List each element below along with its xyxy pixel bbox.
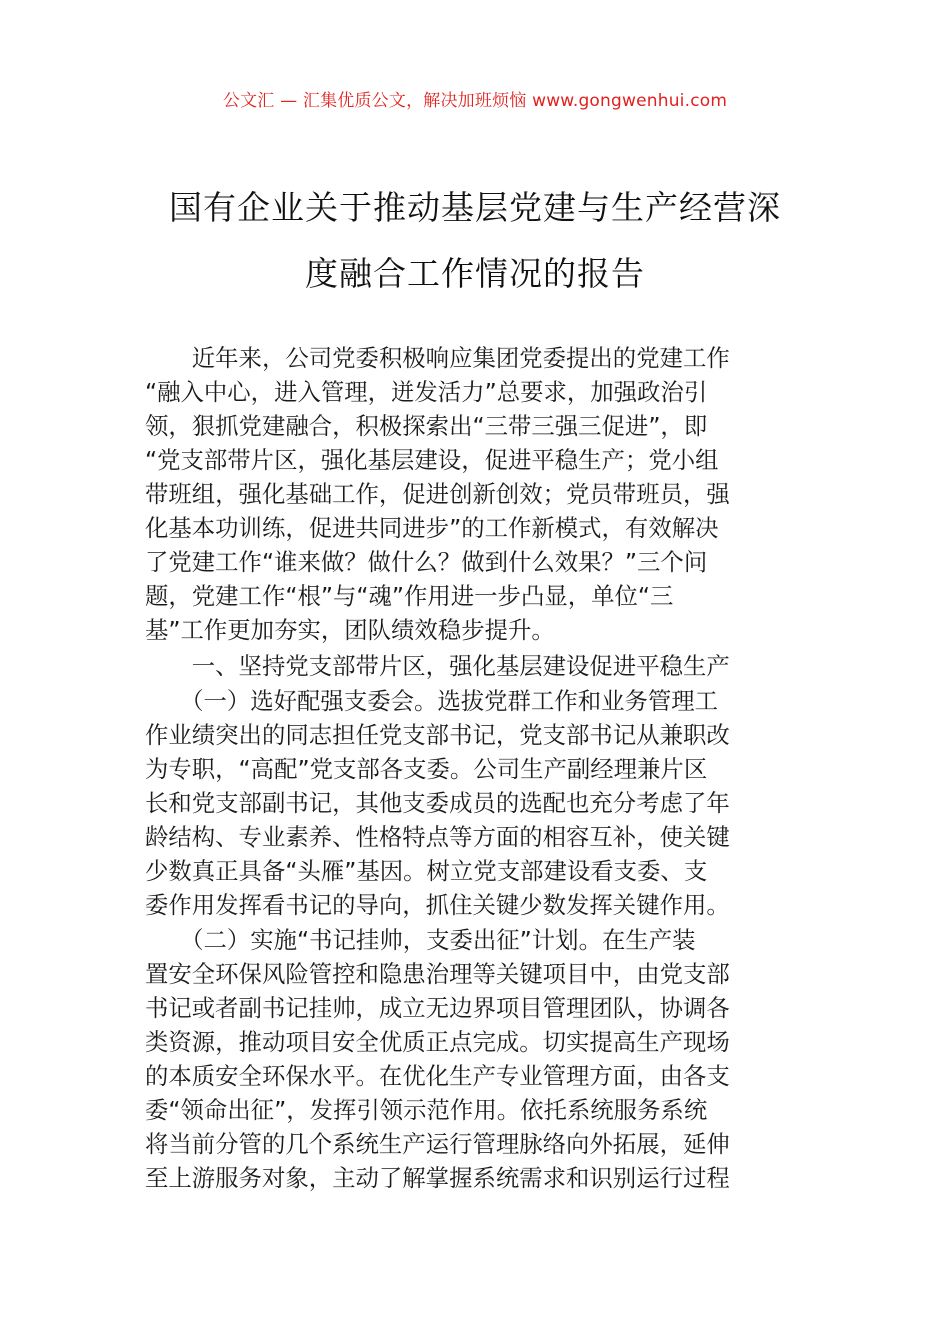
body-line: 题，党建工作“根”与“魂”作用进一步凸显，单位“三 — [145, 582, 674, 610]
body-line: 置安全环保风险管控和隐患治理等关键项目中，由党支部 — [145, 960, 730, 988]
body-line: 基”工作更加夯实，团队绩效稳步提升。 — [145, 616, 555, 644]
body-line: 龄结构、专业素养、性格特点等方面的相容互补，使关键 — [145, 823, 730, 851]
body-line: 作业绩突出的同志担任党支部书记，党支部书记从兼职改 — [145, 721, 730, 749]
subsection-heading: （一）选好配强支委会。选拔党群工作和业务管理工 — [145, 687, 719, 715]
body-line: 类资源，推动项目安全优质正点完成。切实提高生产现场 — [145, 1028, 730, 1056]
body-line: 少数真正具备“头雁”基因。树立党支部建设看支委、支 — [145, 857, 708, 885]
body-line: 为专职，“高配”党支部各支委。公司生产副经理兼片区 — [145, 755, 708, 783]
body-line: 近年来，公司党委积极响应集团党委提出的党建工作 — [145, 344, 730, 372]
body-line: 委作用发挥看书记的导向，抓住关键少数发挥关键作用。 — [145, 891, 730, 919]
body-line: 委“领命出征”，发挥引领示范作用。依托系统服务系统 — [145, 1096, 708, 1124]
document-title — [120, 175, 830, 307]
body-line: 领，狠抓党建融合，积极探索出“三带三强三促进”，即 — [145, 412, 708, 440]
body-line: 至上游服务对象，主动了解掌握系统需求和识别运行过程 — [145, 1164, 730, 1192]
body-line: 长和党支部副书记，其他支委成员的选配也充分考虑了年 — [145, 789, 730, 817]
title-line-1: 国有企业关于推动基层党建与生产经营深 — [169, 188, 781, 227]
body-line: “党支部带片区，强化基层建设，促进平稳生产；党小组 — [145, 446, 719, 474]
title-line-2: 度融合工作情况的报告 — [305, 254, 645, 293]
section-heading: 一、坚持党支部带片区，强化基层建设促进平稳生产 — [145, 652, 730, 680]
body-line: 带班组，强化基础工作，促进创新创效；党员带班员，强 — [145, 480, 730, 508]
body-line: 将当前分管的几个系统生产运行管理脉络向外拓展，延伸 — [145, 1130, 730, 1158]
subsection-heading: （二）实施“书记挂帅，支委出征”计划。在生产装 — [145, 926, 696, 954]
body-line: 了党建工作“谁来做？做什么？做到什么效果？”三个问 — [145, 548, 708, 576]
body-line: 化基本功训练，促进共同进步”的工作新模式，有效解决 — [145, 514, 719, 542]
body-line: 书记或者副书记挂帅，成立无边界项目管理团队，协调各 — [145, 994, 730, 1022]
site-header-banner: 公文汇 — 汇集优质公文，解决加班烦恼 www.gongwenhui.com — [222, 91, 728, 111]
body-line: 的本质安全环保水平。在优化生产专业管理方面，由各支 — [145, 1062, 730, 1090]
body-line: “融入中心，进入管理，迸发活力”总要求，加强政治引 — [145, 378, 708, 406]
